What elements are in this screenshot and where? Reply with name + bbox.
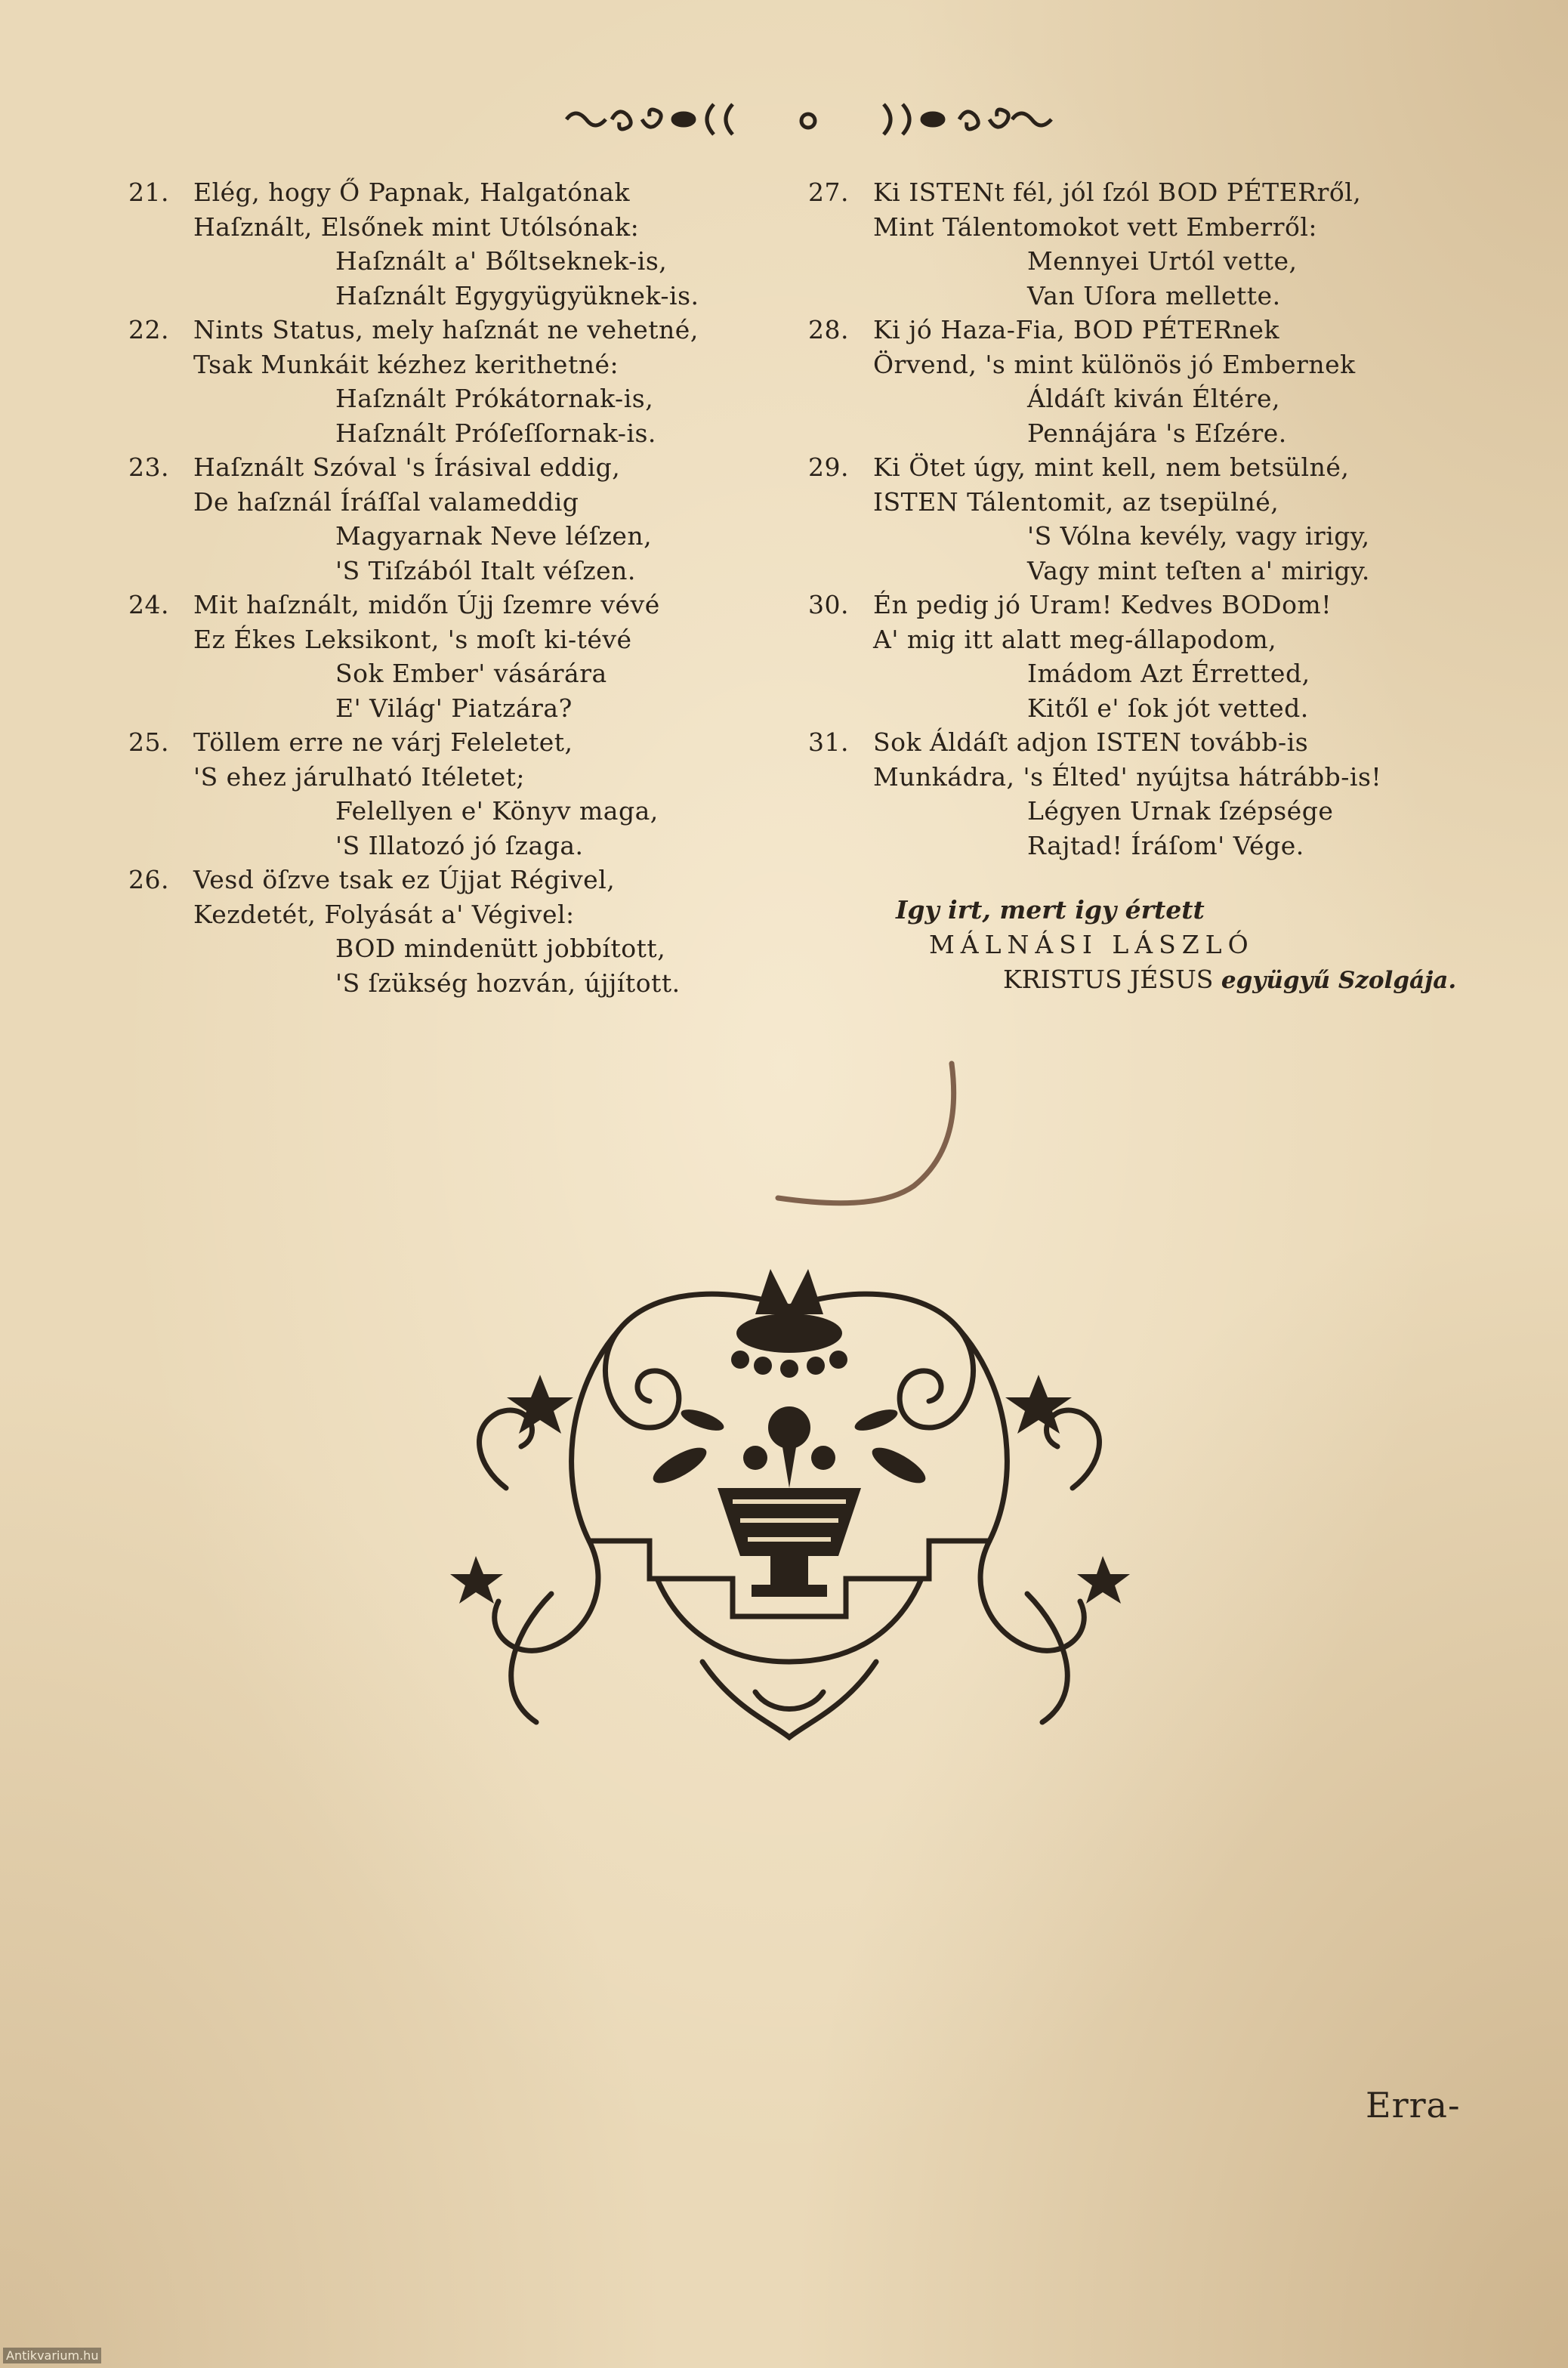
verse-line: Vagy mint teſten a' mirigy. [1027,555,1370,585]
verse-line: Van Uſora mellette. [1027,280,1281,310]
verse-line: Haſznált, Elsőnek mint Utólsónak: [193,211,640,242]
verse-line: Ez Ékes Leksikont, 's moſt ki-tévé [193,624,632,654]
stanza-number: 22. [128,315,169,344]
verse-line: Töllem erre ne várj Feleletet, [193,727,573,757]
verse-line: Kitől e' ſok jót vetted. [1027,693,1309,723]
stanza-28 [808,313,1495,450]
watermark: Antikvarium.hu [3,2348,101,2363]
verse-line: Haſznált a' Bőltseknek-is, [335,246,668,276]
stanza-number: 30. [808,590,849,619]
verse-line: Sok Áldáſt adjon ISTEN tovább-is [873,727,1309,757]
stanza-31 [808,725,1495,863]
stanza-27 [808,175,1495,313]
ink-mark [763,1057,989,1224]
verse-line: Haſznált Szóval 's Írásival eddig, [193,452,621,482]
verse-line: Vesd öſzve tsak ez Újjat Régivel, [193,865,616,894]
verse-line: Kezdetét, Folyását a' Végivel: [193,899,575,929]
stanza-number: 26. [128,865,169,894]
verse-line: ISTEN Tálentomit, az tsepülné, [873,486,1279,517]
verse-line: Tsak Munkáit kézhez kerithetné: [193,349,619,379]
verse-line: Haſznált Prókátornak-is, [335,384,654,413]
stanza-22 [128,313,778,450]
stanza-30 [808,588,1495,725]
stanza-25 [128,725,778,863]
signature-block [896,893,1523,998]
verse-line: Ki ISTENt fél, jól ſzól BOD PÉTERről, [873,178,1362,207]
stanza-24 [128,588,778,725]
verse-line: Sok Ember' vásárára [335,659,607,688]
verse-line: 'S Illatozó jó ſzaga. [335,830,584,860]
verse-line: 'S Tiſzából Italt véſzen. [335,555,636,585]
verse-line: 'S Vólna kevély, vagy irigy, [1027,521,1370,551]
stanza-23 [128,450,778,588]
verse-line: Rajtad! Íráſom' Vége. [1027,830,1304,860]
author-name: MÁLNÁSI LÁSZLÓ [929,930,1255,959]
stanza-number: 21. [128,178,169,207]
verse-line: 'S ehez járulható Itéletet; [193,761,525,792]
stanza-29 [808,450,1495,588]
verse-line: Örvend, 's mint különös jó Embernek [873,349,1356,379]
stanza-number: 23. [128,452,169,482]
verse-line: Légyen Urnak ſzépsége [1027,796,1334,826]
verse-line: Ki jó Haza-Fia, BOD PÉTERnek [873,315,1279,344]
verse-line: Én pedig jó Uram! Kedves BODom! [873,590,1332,619]
verse-line: Haſznált Próſeſſornak-is. [335,418,656,448]
verse-line: Mennyei Urtól vette, [1027,246,1298,276]
stanza-number: 28. [808,315,849,344]
verse-line: BOD mindenütt jobbított, [335,934,666,963]
verse-line: A' mig itt alatt meg-állapodom, [873,624,1277,654]
author-title-tail: együgyű Szolgája. [1221,967,1457,994]
verse-line: Pennájára 's Eſzére. [1027,418,1287,448]
verse-line: Magyarnak Neve léſzen, [335,521,653,551]
verse-line: Elég, hogy Ő Papnak, Halgatónak [193,178,630,207]
verse-line: 'S ſzükség hozván, újjított. [335,968,681,998]
right-column [808,175,1495,863]
signature-intro: Igy irt, mert igy értett [896,895,1205,925]
verse-line: Nints Status, mely haſznát ne vehetné, [193,315,699,344]
stanza-number: 25. [128,727,169,757]
author-title-main: KRISTUS JÉSUS [1003,965,1214,994]
verse-line: Ki Ötet úgy, mint kell, nem betsülné, [873,452,1350,482]
stanza-number: 31. [808,727,849,757]
verse-line: Munkádra, 's Élted' nyújtsa hátrább-is! [873,761,1382,792]
verse-line: Áldáſt kiván Éltére, [1027,384,1280,413]
stanza-number: 29. [808,452,849,482]
stanza-26 [128,863,778,1000]
verse-line: De haſznál Íráſſal valameddig [193,486,579,517]
header-ornament [551,97,1065,142]
stanza-number: 24. [128,590,169,619]
verse-line: Mit haſznált, midőn Újj ſzemre vévé [193,590,660,619]
stanza-number: 27. [808,178,849,207]
catchword: Erra- [1366,2085,1461,2126]
verse-line: Haſznált Egygyügyüknek-is. [335,280,699,310]
author-title [896,962,1523,998]
verse-line: Imádom Azt Érretted, [1027,659,1310,688]
stanza-21 [128,175,778,313]
floral-vignette [400,1239,1178,1752]
left-column [128,175,778,1000]
verse-line: Mint Tálentomokot vett Emberről: [873,211,1318,242]
verse-line: E' Világ' Piatzára? [335,693,573,723]
verse-line: Felellyen e' Könyv maga, [335,796,659,826]
